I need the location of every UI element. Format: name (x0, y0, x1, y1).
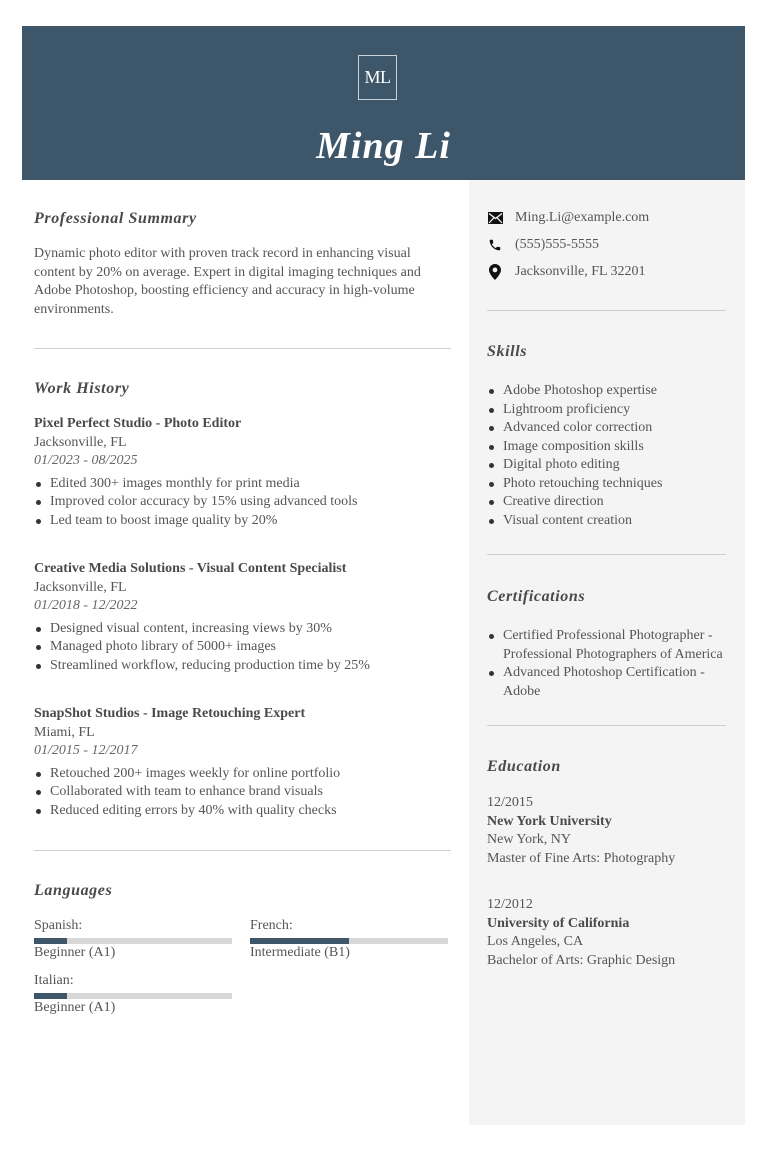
section-divider (34, 850, 451, 851)
phone-text: (555)555-5555 (515, 237, 599, 252)
language-proficiency-bar (250, 938, 448, 944)
job-dates: 01/2023 - 08/2025 (34, 453, 138, 468)
language-level: Intermediate (B1) (250, 945, 350, 960)
education-location: Los Angeles, CA (487, 934, 584, 949)
skill-item: Adobe Photoshop expertise (487, 382, 727, 401)
education-date: 12/2012 (487, 897, 533, 912)
section-divider (487, 310, 726, 311)
resume-header (22, 26, 745, 180)
contact-location (487, 262, 727, 282)
language-proficiency-fill (34, 938, 67, 944)
job-title: Creative Media Solutions - Visual Content Specialist (34, 561, 347, 576)
skill-item: Photo retouching techniques (487, 475, 727, 494)
resume-page (22, 26, 745, 1125)
bullet-item: Led team to boost image quality by 20% (34, 512, 451, 531)
job-bullets (34, 620, 451, 676)
skill-item: Digital photo editing (487, 456, 727, 475)
bullet-item: Designed visual content, increasing views by 30% (34, 620, 451, 639)
bullet-item: Streamlined workflow, reducing production time by 25% (34, 657, 451, 676)
language-proficiency-bar (34, 938, 232, 944)
candidate-name: Ming Li (316, 125, 451, 167)
email-text: Ming.Li@example.com (515, 210, 650, 225)
job-entry (34, 560, 451, 675)
education-degree: Bachelor of Arts: Graphic Design (487, 952, 676, 968)
certifications-list (487, 627, 732, 701)
bullet-item: Improved color accuracy by 15% using advanced tools (34, 493, 451, 512)
section-divider (487, 725, 726, 726)
sidebar (469, 180, 745, 1125)
job-location: Jacksonville, FL (34, 434, 127, 450)
education-degree: Master of Fine Arts: Photography (487, 850, 676, 866)
job-dates: 01/2018 - 12/2022 (34, 598, 138, 613)
section-divider (487, 554, 726, 555)
summary-text: Dynamic photo editor with proven track record in enhancing visual content by 20% on average. Expert in digital imaging techniques and Adobe Photoshop, boosting efficiency and accuracy in high-volume environments. (34, 246, 421, 317)
job-bullets (34, 475, 451, 531)
skill-item: Image composition skills (487, 438, 727, 457)
map-pin-icon (487, 264, 503, 280)
job-bullets (34, 765, 451, 821)
skill-item: Lightroom proficiency (487, 401, 727, 420)
summary-heading: Professional Summary (34, 210, 197, 227)
language-proficiency-fill (250, 938, 349, 944)
education-heading: Education (487, 758, 561, 775)
language-entry-spanish (34, 917, 232, 962)
certifications-heading: Certifications (487, 588, 586, 605)
contact-email (487, 208, 727, 228)
contact-phone (487, 235, 727, 255)
education-date: 12/2015 (487, 795, 533, 810)
job-title: SnapShot Studios - Image Retouching Expert (34, 706, 306, 721)
skills-heading: Skills (487, 343, 528, 360)
job-entry (34, 415, 451, 530)
bullet-item: Retouched 200+ images weekly for online portfolio (34, 765, 451, 784)
language-name: French: (250, 918, 293, 933)
bullet-item: Reduced editing errors by 40% with quality checks (34, 802, 451, 821)
bullet-item: Managed photo library of 5000+ images (34, 638, 451, 657)
job-title: Pixel Perfect Studio - Photo Editor (34, 416, 242, 431)
certification-item: Advanced Photoshop Certification - Adobe (487, 664, 732, 701)
languages-heading: Languages (34, 882, 113, 899)
skill-item: Advanced color correction (487, 419, 727, 438)
job-location: Jacksonville, FL (34, 579, 127, 595)
job-location: Miami, FL (34, 724, 95, 740)
monogram: ML (358, 55, 397, 100)
job-dates: 01/2015 - 12/2017 (34, 743, 138, 758)
language-name: Italian: (34, 973, 74, 988)
bullet-item: Edited 300+ images monthly for print media (34, 475, 451, 494)
location-text: Jacksonville, FL 32201 (515, 264, 646, 279)
education-entry (487, 896, 727, 970)
envelope-icon (487, 210, 503, 226)
education-school: New York University (487, 813, 612, 829)
skill-item: Creative direction (487, 493, 727, 512)
section-divider (34, 348, 451, 349)
language-entry-italian (34, 972, 232, 1017)
skills-list (487, 382, 727, 530)
work-history-heading: Work History (34, 380, 130, 397)
language-level: Beginner (A1) (34, 1000, 116, 1015)
language-proficiency-fill (34, 993, 67, 999)
education-location: New York, NY (487, 832, 572, 847)
education-entry (487, 794, 727, 868)
language-proficiency-bar (34, 993, 232, 999)
phone-icon (487, 237, 503, 253)
job-entry (34, 705, 451, 820)
language-level: Beginner (A1) (34, 945, 116, 960)
language-entry-french (250, 917, 448, 962)
bullet-item: Collaborated with team to enhance brand visuals (34, 783, 451, 802)
skill-item: Visual content creation (487, 512, 727, 531)
language-name: Spanish: (34, 918, 83, 933)
education-school: University of California (487, 915, 630, 931)
certification-item: Certified Professional Photographer - Professional Photographers of America (487, 627, 732, 664)
